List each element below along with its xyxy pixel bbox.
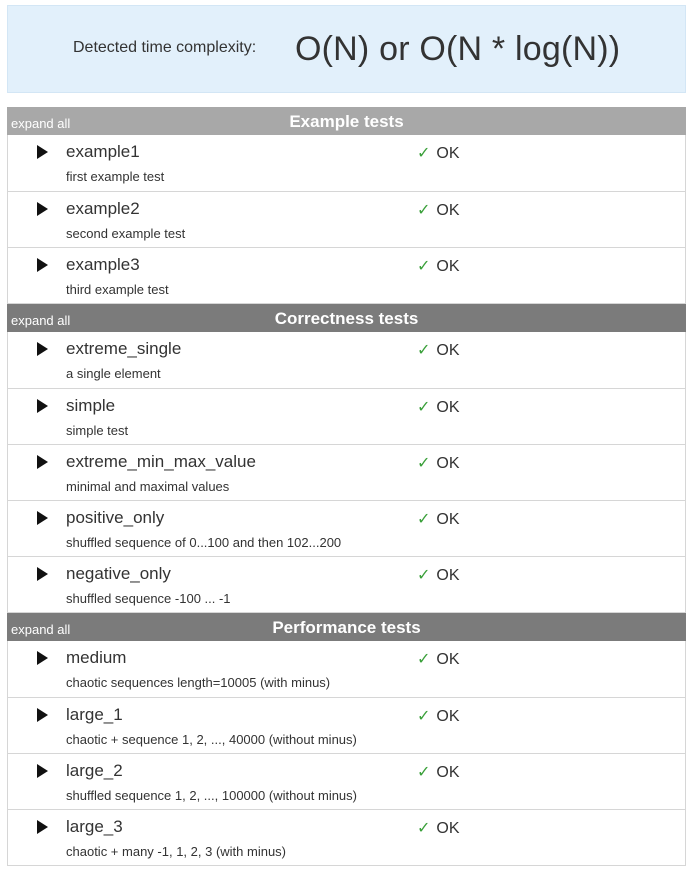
result-text: OK (436, 455, 460, 472)
test-name: medium (66, 648, 127, 667)
test-row[interactable] (7, 135, 686, 192)
result-text: OK (436, 258, 460, 275)
test-result (417, 453, 460, 473)
test-row[interactable] (7, 641, 686, 698)
expand-all-link[interactable]: expand all (11, 116, 71, 131)
test-result (417, 200, 460, 220)
test-row[interactable] (7, 332, 686, 389)
test-description: minimal and maximal values (66, 479, 230, 494)
test-results (7, 107, 686, 866)
test-name: simple (66, 396, 116, 415)
expand-arrow-icon[interactable] (37, 651, 48, 665)
check-icon: ✓ (417, 651, 431, 668)
check-icon: ✓ (417, 342, 431, 359)
test-name: example3 (66, 255, 140, 274)
test-result (417, 256, 460, 276)
test-row[interactable] (7, 501, 686, 557)
test-row[interactable] (7, 248, 686, 304)
result-text: OK (436, 202, 460, 219)
test-row[interactable] (7, 557, 686, 613)
test-name: negative_only (66, 564, 171, 583)
test-description: second example test (66, 226, 186, 241)
group-title: Example tests (289, 112, 404, 131)
test-description: a single element (66, 366, 161, 381)
test-row[interactable] (7, 192, 686, 248)
complexity-label: Detected time complexity: (73, 39, 257, 56)
check-icon: ✓ (417, 202, 431, 219)
expand-arrow-icon[interactable] (37, 399, 48, 413)
test-name: example2 (66, 199, 140, 218)
test-result (417, 397, 460, 417)
expand-arrow-icon[interactable] (37, 342, 48, 356)
result-text: OK (436, 511, 460, 528)
result-text: OK (436, 651, 460, 668)
test-description: shuffled sequence 1, 2, ..., 100000 (without minus) (66, 788, 357, 803)
test-result (417, 340, 460, 360)
test-name: large_3 (66, 817, 123, 836)
group-header-correctness-tests (7, 304, 686, 332)
expand-arrow-icon[interactable] (37, 145, 48, 159)
test-row[interactable] (7, 810, 686, 866)
test-name: extreme_single (66, 339, 182, 358)
test-description: shuffled sequence -100 ... -1 (66, 591, 231, 606)
expand-arrow-icon[interactable] (37, 511, 48, 525)
expand-arrow-icon[interactable] (37, 820, 48, 834)
check-icon: ✓ (417, 511, 431, 528)
test-result (417, 706, 460, 726)
test-description: simple test (66, 423, 129, 438)
test-description: first example test (66, 169, 165, 184)
test-description: third example test (66, 282, 169, 297)
test-description: chaotic sequences length=10005 (with minus) (66, 675, 331, 690)
test-name: large_2 (66, 761, 123, 780)
result-text: OK (436, 342, 460, 359)
complexity-panel (7, 5, 686, 93)
check-icon: ✓ (417, 455, 431, 472)
result-text: OK (436, 764, 460, 781)
test-result (417, 649, 460, 669)
test-result (417, 143, 460, 163)
test-row[interactable] (7, 389, 686, 445)
group-header-example-tests (7, 107, 686, 135)
check-icon: ✓ (417, 258, 431, 275)
expand-all-link[interactable]: expand all (11, 313, 71, 328)
check-icon: ✓ (417, 708, 431, 725)
test-description: chaotic + many -1, 1, 2, 3 (with minus) (66, 844, 287, 859)
check-icon: ✓ (417, 820, 431, 837)
test-row[interactable] (7, 445, 686, 501)
expand-arrow-icon[interactable] (37, 567, 48, 581)
expand-arrow-icon[interactable] (37, 455, 48, 469)
result-text: OK (436, 145, 460, 162)
test-name: positive_only (66, 508, 165, 527)
test-result (417, 565, 460, 585)
test-result (417, 818, 460, 838)
test-row[interactable] (7, 698, 686, 754)
complexity-value: O(N) or O(N * log(N)) (295, 30, 621, 68)
test-description: chaotic + sequence 1, 2, ..., 40000 (without minus) (66, 732, 357, 747)
group-title: Performance tests (272, 618, 421, 637)
result-text: OK (436, 708, 460, 725)
expand-arrow-icon[interactable] (37, 258, 48, 272)
check-icon: ✓ (417, 399, 431, 416)
expand-all-link[interactable]: expand all (11, 622, 71, 637)
result-text: OK (436, 567, 460, 584)
test-result (417, 762, 460, 782)
check-icon: ✓ (417, 145, 431, 162)
result-text: OK (436, 399, 460, 416)
expand-arrow-icon[interactable] (37, 708, 48, 722)
test-name: large_1 (66, 705, 123, 724)
test-name: example1 (66, 142, 140, 161)
group-header-performance-tests (7, 613, 686, 641)
group-title: Correctness tests (274, 309, 419, 328)
test-row[interactable] (7, 754, 686, 810)
test-name: extreme_min_max_value (66, 452, 256, 471)
check-icon: ✓ (417, 764, 431, 781)
test-result (417, 509, 460, 529)
expand-arrow-icon[interactable] (37, 764, 48, 778)
test-description: shuffled sequence of 0...100 and then 102...200 (66, 535, 342, 550)
check-icon: ✓ (417, 567, 431, 584)
expand-arrow-icon[interactable] (37, 202, 48, 216)
result-text: OK (436, 820, 460, 837)
